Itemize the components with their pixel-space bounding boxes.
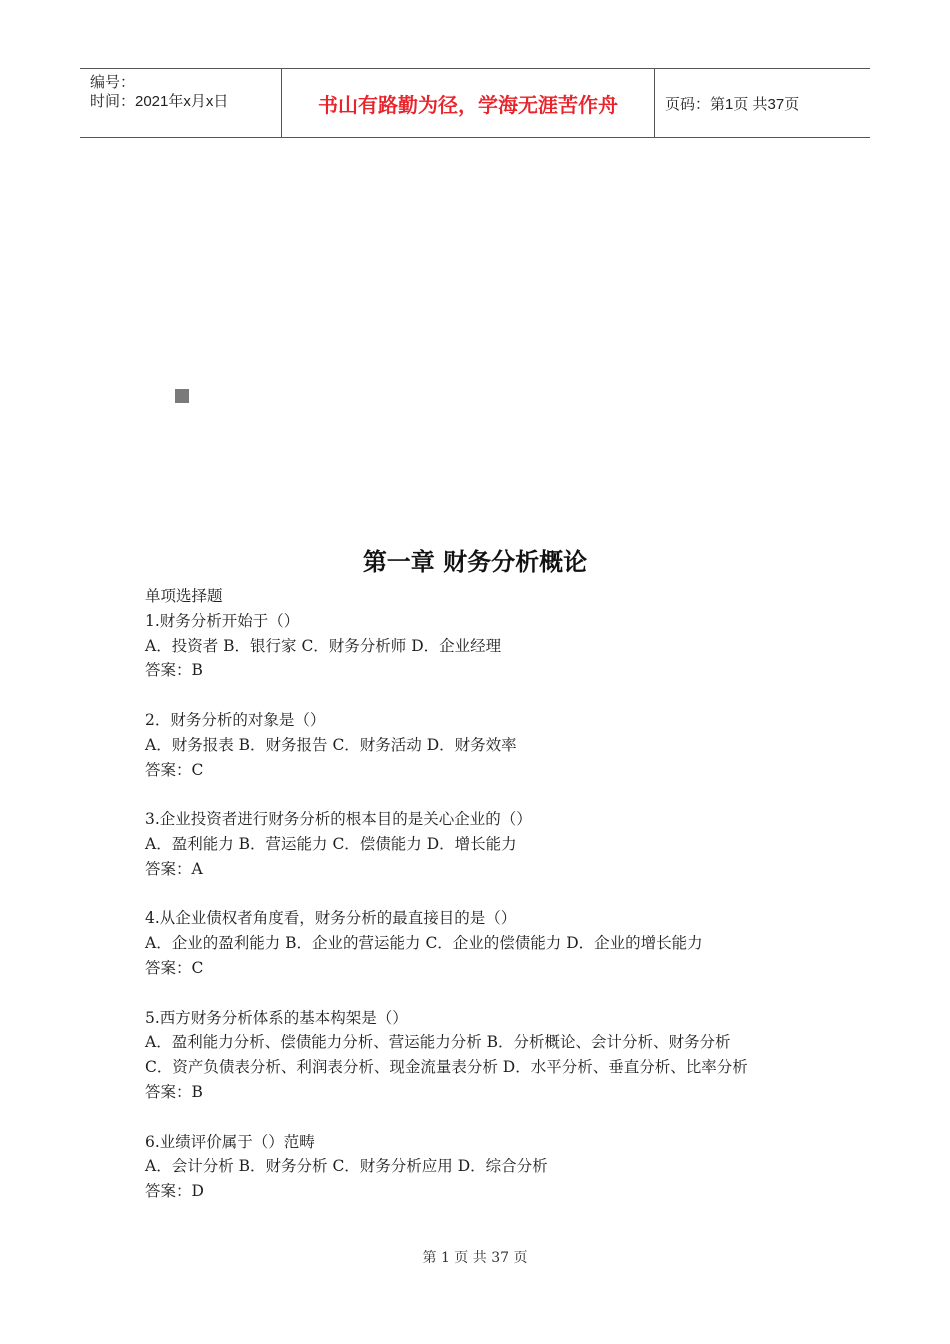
question-answer: 答案：A: [145, 859, 203, 878]
question-answer: 答案：C: [145, 958, 204, 977]
question-options: A．盈利能力分析、偿债能力分析、营运能力分析 B．分析概论、会计分析、财务分析: [145, 1033, 731, 1052]
section-label: 单项选择题: [145, 587, 223, 605]
time-label: 时间：2021年x月x日: [90, 93, 229, 110]
header-motto: 书山有路勤为径，学海无涯苦作舟: [282, 69, 655, 137]
chapter-title: 第一章 财务分析概论: [362, 548, 588, 576]
question-answer: 答案：D: [145, 1182, 204, 1201]
question-text: 5.西方财务分析体系的基本构架是（）: [145, 1008, 408, 1027]
question-options: A．盈利能力 B．营运能力 C．偿债能力 D．增长能力: [145, 834, 517, 853]
question-block: [145, 1130, 845, 1204]
question-options: A．企业的盈利能力 B．企业的营运能力 C．企业的偿债能力 D．企业的增长能力: [145, 934, 703, 953]
question-block: [145, 807, 845, 881]
header-meta: [80, 69, 282, 137]
question-text: 1.财务分析开始于（）: [145, 611, 300, 630]
page-header: [80, 68, 870, 138]
header-page-info: 页码：第1页 共37页: [665, 95, 800, 113]
question-text: 4.从企业债权者角度看，财务分析的最直接目的是（）: [145, 909, 517, 928]
question-answer: 答案：B: [145, 1082, 203, 1101]
page-footer: 第 1 页 共 37 页: [422, 1250, 528, 1266]
number-label: 编号：: [90, 74, 136, 91]
question-text: 3.企业投资者进行财务分析的根本目的是关心企业的（）: [145, 810, 532, 829]
question-answer: 答案：B: [145, 661, 203, 680]
question-options: A．投资者 B．银行家 C．财务分析师 D．企业经理: [145, 636, 502, 655]
question-block: [145, 708, 845, 782]
question-options: C．资产负债表分析、利润表分析、现金流量表分析 D．水平分析、垂直分析、比率分析: [145, 1058, 748, 1077]
question-options: A．财务报表 B．财务报告 C．财务活动 D．财务效率: [145, 735, 517, 754]
question-options: A．会计分析 B．财务分析 C．财务分析应用 D．综合分析: [145, 1157, 548, 1176]
question-answer: 答案：C: [145, 760, 204, 779]
square-bullet-icon: [175, 389, 189, 403]
question-block: [145, 609, 845, 683]
question-block: [145, 906, 845, 980]
question-text: 6.业绩评价属于（）范畴: [145, 1132, 315, 1151]
question-text: 2．财务分析的对象是（）: [145, 710, 326, 729]
question-block: [145, 1006, 845, 1105]
question-list: [145, 584, 845, 1204]
